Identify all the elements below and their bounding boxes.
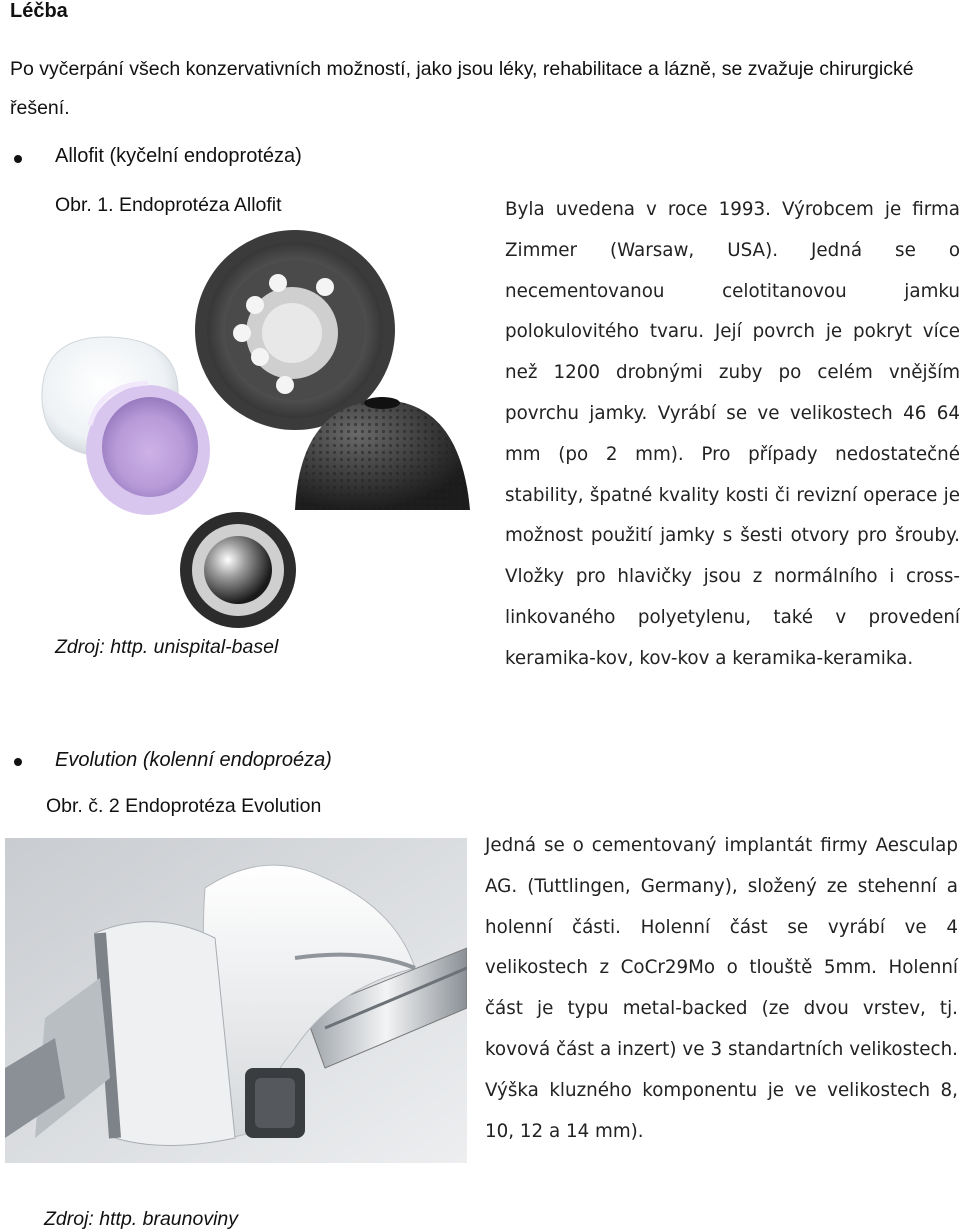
bullet-point xyxy=(14,155,22,163)
page-heading: Léčba xyxy=(10,0,68,22)
section-title-evolution: Evolution (kolenní endoproéza) xyxy=(55,749,332,771)
evolution-description: Jedná se o cementovaný implantát firmy Aesculap AG. (Tuttlingen, Germany), složený ze stehenní a holenní části. Holenní část se vyrábí ve 4 velikostech z CoCr29Mo o tlouště 5mm. Holenní část je typu metal-backed (ze dvou vrstev, tj. kovová část a inzert) ve 3 standartních velikostech. Výška kluzného komponentu je ve velikostech 8, 10, 12 a 14 mm). xyxy=(485,835,958,1142)
source-1: Zdroj: http. unispital-basel xyxy=(55,636,279,658)
source-2: Zdroj: http. braunoviny xyxy=(44,1208,239,1230)
intro-paragraph: Po vyčerpání všech konzervativních možností, jako jsou léky, rehabilitace a lázně, se zvažuje chirurgické řešení. xyxy=(10,58,914,119)
allofit-description: Byla uvedena v roce 1993. Výrobcem je firma Zimmer (Warsaw, USA). Jedná se o necementovanou celotitanovou jamku polokulovitého tvaru. Její povrch je pokryt více než 1200 drobnými zuby po celém vnějším povrchu jamky. Vyrábí se ve velikostech 46 64 mm (po 2 mm). Pro případy nedostatečné stability, špatné kvality kosti či revizní operace je možnost použití jamky s šesti otvory pro šrouby. Vložky pro hlavičky jsou z normálního i cross-linkovaného polyetylenu, také v provedení keramika-kov, kov-kov a keramika-keramika. xyxy=(505,199,960,669)
allofit-implant-image xyxy=(30,225,480,630)
evolution-knee-implant-image xyxy=(5,838,467,1163)
section-title-allofit: Allofit (kyčelní endoprotéza) xyxy=(55,145,302,167)
figure-caption-2: Obr. č. 2 Endoprotéza Evolution xyxy=(46,795,322,817)
figure-caption-1: Obr. 1. Endoprotéza Allofit xyxy=(55,194,282,216)
bullet-point xyxy=(14,758,22,766)
